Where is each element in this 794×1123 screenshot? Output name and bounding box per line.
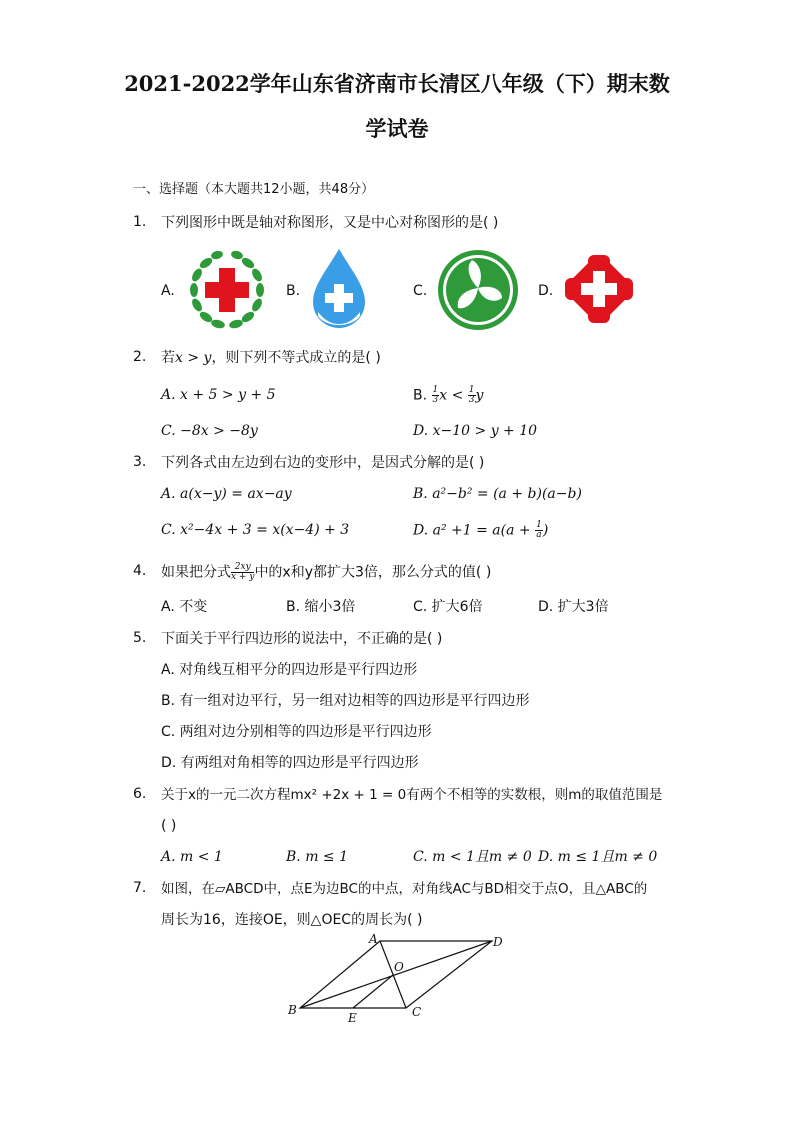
- q7-stem-line1: 如图，在▱ABCD中，点E为边BC的中点，对角线AC与BD相交于点O，且△ABC的: [161, 881, 648, 897]
- q4-option-b: B. 缩小3倍: [286, 599, 356, 615]
- point-label-d: D: [493, 935, 503, 949]
- q6-number: 6.: [133, 786, 147, 802]
- point-label-a: A: [369, 932, 378, 946]
- q2-option-b-label: B.: [413, 387, 428, 404]
- q2-option-b-frac1: $\frac{1}{3}$: [432, 385, 439, 405]
- point-label-e: E: [348, 1011, 357, 1025]
- q2-option-a: A. x + 5 > y + 5: [161, 387, 276, 403]
- q3-option-d: [413, 521, 548, 540]
- q6-option-d: D. m ≤ 1且m ≠ 0: [538, 849, 658, 865]
- q1-option-d-label: D.: [538, 283, 554, 299]
- q4-stem: [161, 563, 491, 582]
- q3-option-c: C. x²−4x + 3 = x(x−4) + 3: [161, 522, 350, 538]
- q3-option-d-end: ): [542, 522, 549, 539]
- q1-option-c-label: C.: [413, 283, 428, 299]
- q4-option-a: A. 不变: [161, 599, 208, 615]
- q7-number: 7.: [133, 880, 147, 896]
- point-label-b: B: [288, 1003, 297, 1017]
- point-label-c: C: [412, 1005, 422, 1019]
- q1-number: 1.: [133, 214, 147, 230]
- q5-option-b: B. 有一组对边平行，另一组对边相等的四边形是平行四边形: [161, 693, 530, 709]
- q2-number: 2.: [133, 349, 147, 365]
- red-cross-wreath-icon: [184, 248, 270, 332]
- point-label-o: O: [394, 960, 404, 974]
- q3-option-d-text: D. a² +1 = a(a +: [413, 522, 536, 539]
- q5-option-d: D. 有两组对角相等的四边形是平行四边形: [161, 755, 419, 771]
- paper-title-line1: 2021-2022学年山东省济南市长清区八年级（下）期末数: [124, 71, 670, 96]
- q6-option-a: A. m < 1: [161, 849, 223, 865]
- q1-option-b-label: B.: [286, 283, 301, 299]
- q6-stem-line2: ( ): [161, 818, 177, 834]
- q2-option-b-end: y: [475, 387, 484, 404]
- q3-option-a: A. a(x−y) = ax−ay: [161, 486, 292, 502]
- q2-option-d: D. x−10 > y + 10: [413, 423, 538, 439]
- recycle-leaves-icon: [436, 248, 520, 332]
- q4-option-c: C. 扩大6倍: [413, 599, 483, 615]
- q2-stem-math: x > y: [175, 350, 212, 366]
- q4-number: 4.: [133, 563, 147, 579]
- q6-option-c: C. m < 1且m ≠ 0: [413, 849, 532, 865]
- segment-oe: [353, 975, 393, 1008]
- q4-fraction: $\frac{2xy}{x + y}$: [231, 562, 255, 582]
- q2-option-b: [413, 386, 483, 405]
- q2-stem-c: ，则下列不等式成立的是( ): [211, 350, 381, 366]
- q4-stem-a: 如果把分式: [161, 564, 231, 581]
- q5-option-c: C. 两组对边分别相等的四边形是平行四边形: [161, 724, 432, 740]
- q3-option-d-frac: $\frac{1}{a}$: [536, 520, 542, 540]
- q2-stem-a: 若: [161, 350, 175, 366]
- q7-stem-line2: 周长为16，连接OE，则△OEC的周长为( ): [161, 912, 423, 928]
- q4-stem-b: 中的x和y都扩大3倍，那么分式的值( ): [254, 564, 492, 581]
- paper-title-line2: 学试卷: [365, 116, 429, 141]
- q2-option-b-mid: x <: [439, 387, 464, 404]
- q1-option-a-label: A.: [161, 283, 175, 299]
- q3-number: 3.: [133, 454, 147, 470]
- q1-stem: 下列图形中既是轴对称图形，又是中心对称图形的是( ): [161, 215, 499, 231]
- q5-option-a: A. 对角线互相平分的四边形是平行四边形: [161, 662, 418, 678]
- diagonal-bd: [300, 941, 492, 1008]
- q2-option-b-frac2: $\frac{1}{3}$: [468, 385, 475, 405]
- diagonal-ac: [380, 941, 406, 1008]
- q2-option-c: C. −8x > −8y: [161, 423, 258, 439]
- q6-stem-line1: 关于x的一元二次方程mx² +2x + 1 = 0有两个不相等的实数根，则m的取值范围是: [161, 787, 663, 803]
- q5-number: 5.: [133, 630, 147, 646]
- parallelogram-figure: [280, 928, 510, 1028]
- q2-stem: [161, 349, 381, 367]
- red-cross-octagon-icon: [560, 250, 638, 328]
- water-drop-cross-hands-icon: [308, 246, 370, 334]
- q3-stem: 下列各式由左边到右边的变形中，是因式分解的是( ): [161, 455, 485, 471]
- q5-stem: 下面关于平行四边形的说法中，不正确的是( ): [161, 631, 443, 647]
- section-heading: 一、选择题（本大题共12小题，共48分）: [133, 182, 375, 197]
- q6-option-b: B. m ≤ 1: [286, 849, 349, 865]
- q3-option-b: B. a²−b² = (a + b)(a−b): [413, 486, 582, 502]
- q4-option-d: D. 扩大3倍: [538, 599, 609, 615]
